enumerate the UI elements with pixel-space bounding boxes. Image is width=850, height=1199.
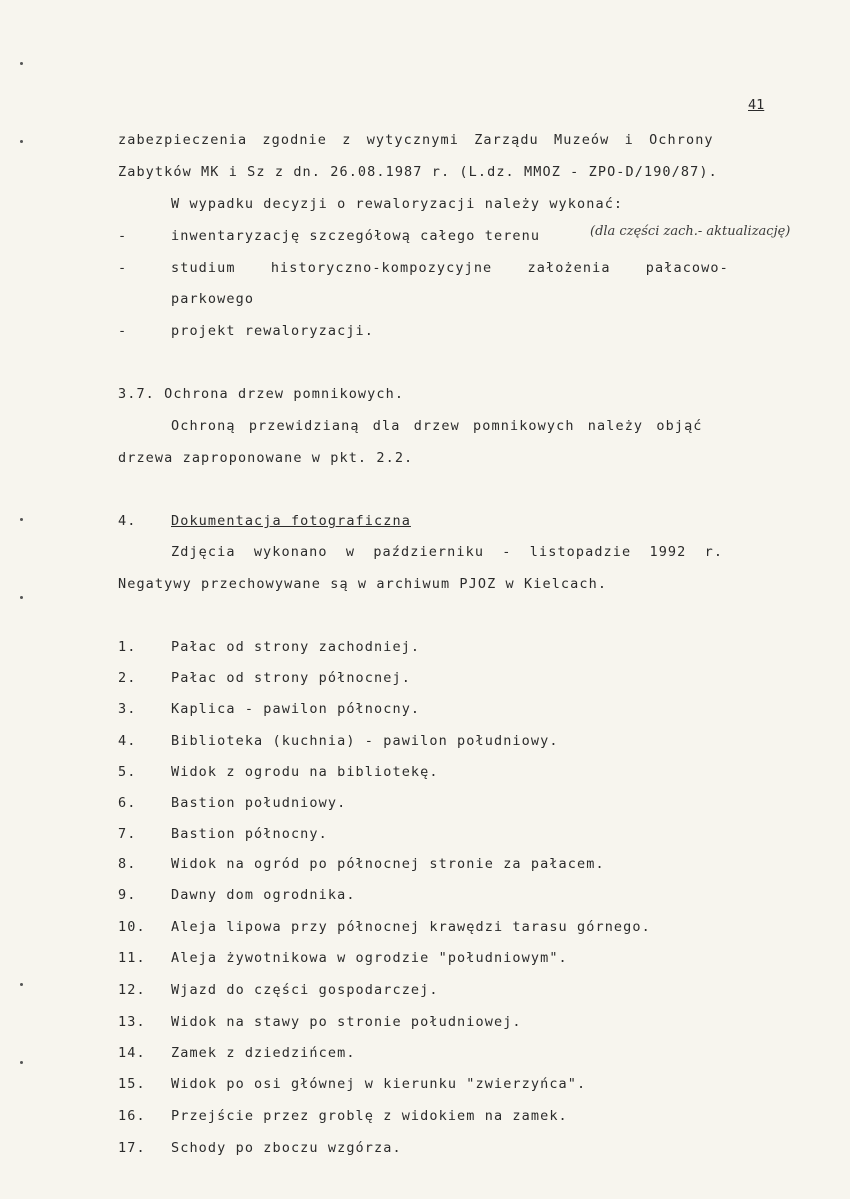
paragraph-line: zabezpieczenia zgodnie z wytycznymi Zarządu Muzeów i Ochrony <box>118 132 714 148</box>
photo-number: 16. <box>118 1108 146 1124</box>
photo-number: 8. <box>118 856 137 872</box>
handwritten-note: (dla części zach.- aktualizację) <box>590 224 791 239</box>
photo-number: 11. <box>118 950 146 966</box>
photo-caption: Aleja żywotnikowa w ogrodzie "południowym". <box>171 950 568 966</box>
photo-number: 7. <box>118 826 137 842</box>
photo-number: 15. <box>118 1076 146 1092</box>
paragraph-line: Zdjęcia wykonano w październiku - listopadzie 1992 r. <box>171 544 724 560</box>
photo-caption: Wjazd do części gospodarczej. <box>171 982 439 998</box>
list-item: projekt rewaloryzacji. <box>171 323 375 339</box>
photo-number: 6. <box>118 795 137 811</box>
photo-number: 2. <box>118 670 137 686</box>
photo-number: 3. <box>118 701 137 717</box>
photo-caption: Schody po zboczu wzgórza. <box>171 1140 402 1156</box>
photo-caption: Pałac od strony północnej. <box>171 670 411 686</box>
photo-number: 5. <box>118 764 137 780</box>
list-item: inwentaryzację szczegółową całego terenu <box>171 228 541 244</box>
paragraph-line: W wypadku decyzji o rewaloryzacji należy wykonać: <box>171 196 624 212</box>
list-dash: - <box>118 260 128 276</box>
photo-number: 1. <box>118 639 137 655</box>
photo-number: 17. <box>118 1140 146 1156</box>
page-number: 41 <box>748 97 765 113</box>
paragraph-line: Negatywy przechowywane są w archiwum PJOZ w Kielcach. <box>118 576 608 592</box>
photo-caption: Biblioteka (kuchnia) - pawilon południowy. <box>171 733 559 749</box>
paragraph-line: Ochroną przewidzianą dla drzew pomnikowych należy objąć <box>171 418 703 434</box>
photo-number: 9. <box>118 887 137 903</box>
margin-mark <box>20 62 23 65</box>
photo-number: 14. <box>118 1045 146 1061</box>
list-item: parkowego <box>171 291 255 307</box>
photo-caption: Pałac od strony zachodniej. <box>171 639 421 655</box>
photo-caption: Dawny dom ogrodnika. <box>171 887 356 903</box>
section-number: 4. <box>118 513 137 529</box>
list-item: studium historyczno-kompozycyjne założenia pałacowo- <box>171 260 729 276</box>
photo-caption: Zamek z dziedzińcem. <box>171 1045 356 1061</box>
list-dash: - <box>118 228 128 244</box>
margin-mark <box>20 983 23 986</box>
paragraph-line: Zabytków MK i Sz z dn. 26.08.1987 r. (L.dz. MMOZ - ZPO-D/190/87). <box>118 164 718 180</box>
photo-caption: Widok z ogrodu na bibliotekę. <box>171 764 439 780</box>
margin-mark <box>20 596 23 599</box>
photo-caption: Widok na stawy po stronie południowej. <box>171 1014 522 1030</box>
photo-caption: Widok na ogród po północnej stronie za pałacem. <box>171 856 605 872</box>
photo-caption: Bastion północny. <box>171 826 328 842</box>
section-heading: 3.7. Ochrona drzew pomnikowych. <box>118 386 405 402</box>
photo-caption: Kaplica - pawilon północny. <box>171 701 421 717</box>
margin-mark <box>20 518 23 521</box>
margin-mark <box>20 140 23 143</box>
photo-number: 10. <box>118 919 146 935</box>
paragraph-line: drzewa zaproponowane w pkt. 2.2. <box>118 450 414 466</box>
photo-caption: Przejście przez groblę z widokiem na zamek. <box>171 1108 568 1124</box>
photo-number: 4. <box>118 733 137 749</box>
margin-mark <box>20 1061 23 1064</box>
photo-caption: Bastion południowy. <box>171 795 347 811</box>
list-dash: - <box>118 323 128 339</box>
photo-number: 13. <box>118 1014 146 1030</box>
photo-caption: Widok po osi głównej w kierunku "zwierzyńca". <box>171 1076 587 1092</box>
photo-number: 12. <box>118 982 146 998</box>
photo-caption: Aleja lipowa przy północnej krawędzi tarasu górnego. <box>171 919 651 935</box>
section-title: Dokumentacja fotograficzna <box>171 513 411 529</box>
